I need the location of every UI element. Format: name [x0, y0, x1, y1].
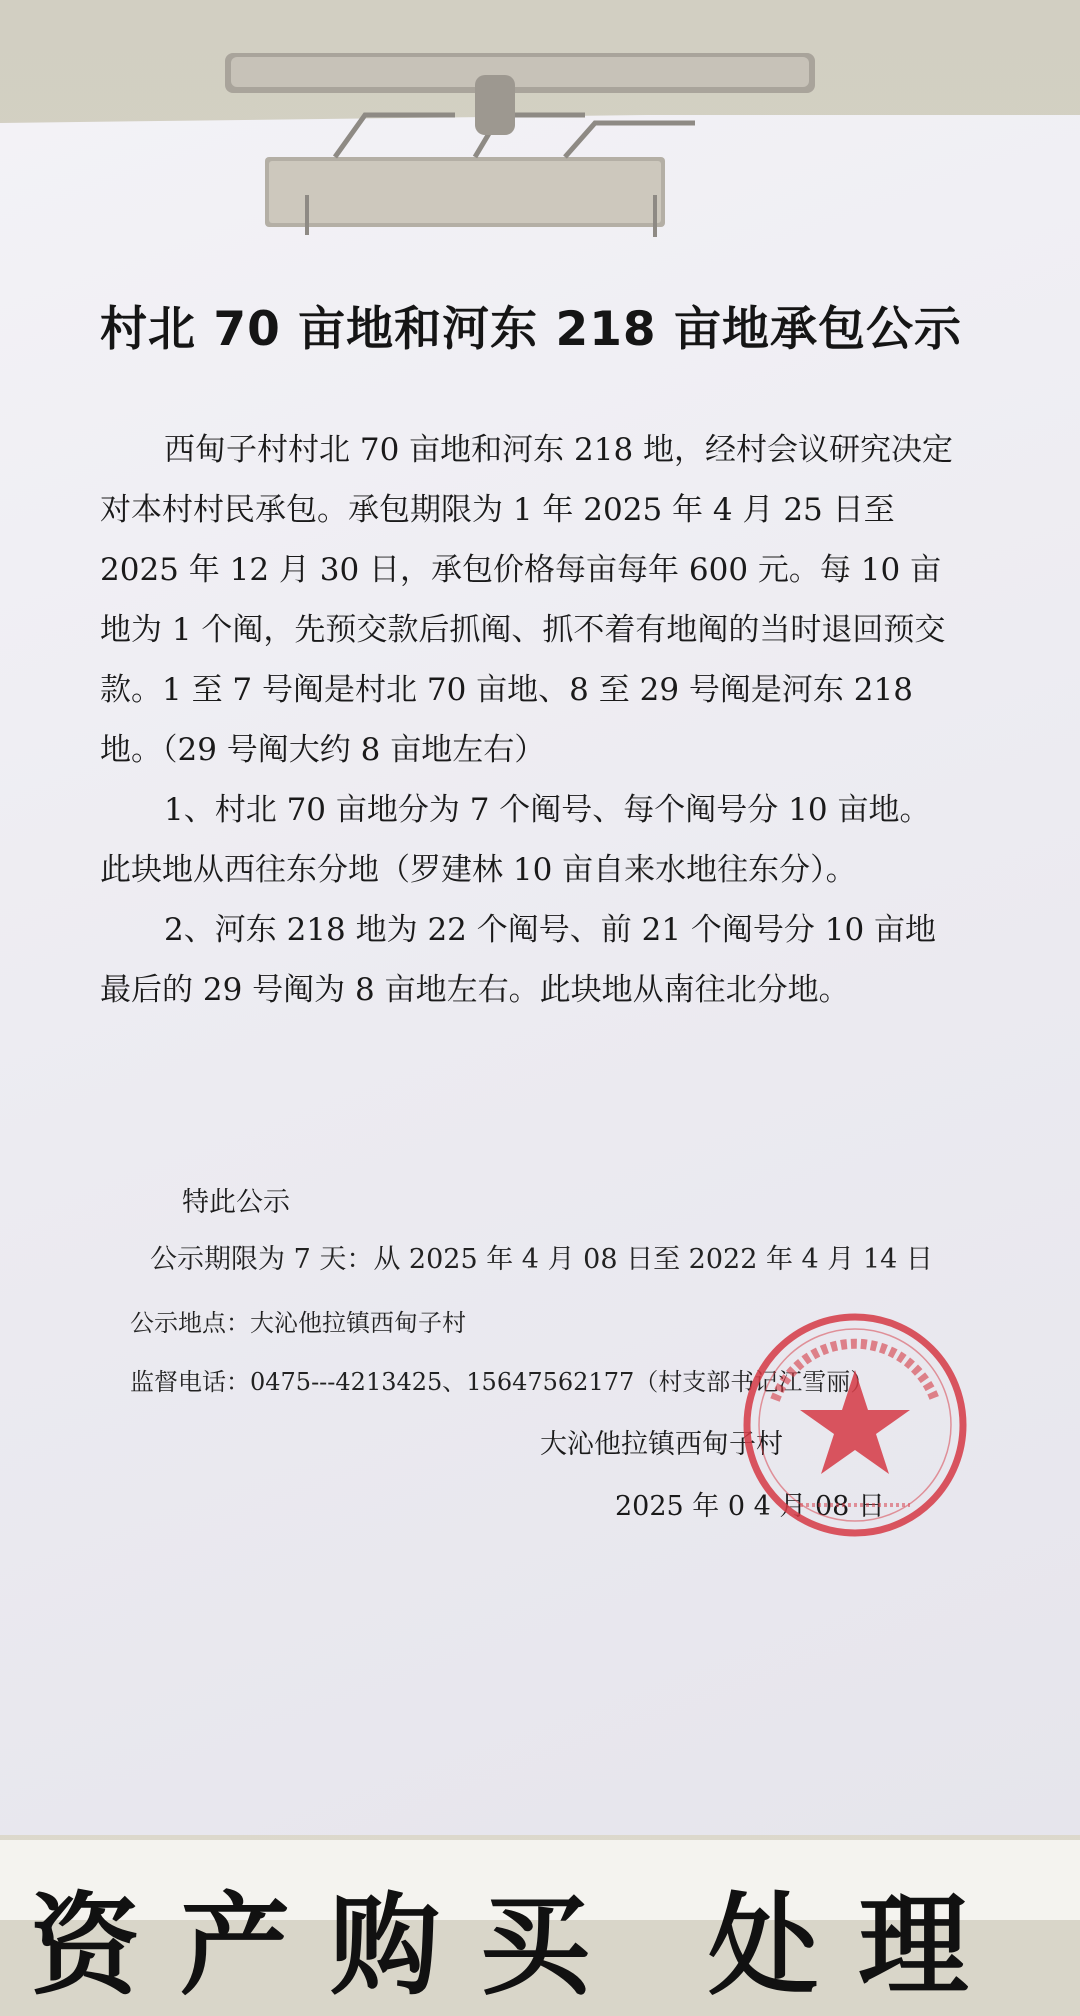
- bottom-sign-text: 资产购买 处理: [30, 1882, 1009, 2010]
- signature-village: 大沁他拉镇西甸子村: [540, 1429, 783, 1460]
- notice-body: [100, 420, 960, 1020]
- notice-period: 公示期限为 7 天：从 2025 年 4 月 08 日至 2022 年 4 月 14 日: [150, 1244, 933, 1275]
- notice-title: 村北 70 亩地和河东 218 亩地承包公示: [100, 302, 962, 357]
- closing-text: 特此公示: [182, 1187, 290, 1218]
- notice-item-2: 2、河东 218 地为 22 个阄号、前 21 个阄号分 10 亩地最后的 29 号阄为 8 亩地左右。此块地从南往北分地。: [100, 912, 937, 1008]
- notice-paragraph: 西甸子村村北 70 亩地和河东 218 地，经村会议研究决定对本村村民承包。承包期限为 1 年 2025 年 4 月 25 日至 2025 年 12 月 30 日，承包价格每亩每年 600 元。每 10 亩地为 1 个阄，先预交款后抓阄、抓不着有地阄的当时退回预交款。1 至 7 号阄是村北 70 亩地、8 至 29 号阄是河东 218 地。（29 号阄大约 8 亩地左右）: [100, 432, 954, 768]
- bottom-sign: [0, 1840, 1080, 2010]
- supervision-phone: 监督电话：0475---4213425、15647562177（村支部书记江雪丽）: [130, 1368, 875, 1396]
- notice-location: 公示地点：大沁他拉镇西甸子村: [130, 1309, 466, 1337]
- notice-item-1: 1、村北 70 亩地分为 7 个阄号、每个阄号分 10 亩地。此块地从西往东分地（罗建林 10 亩自来水地往东分）。: [100, 792, 931, 888]
- signature-date: 2025 年 0 4 月 08 日: [615, 1491, 885, 1522]
- official-seal-icon: [740, 1310, 970, 1540]
- binder-clip-icon: [225, 45, 815, 245]
